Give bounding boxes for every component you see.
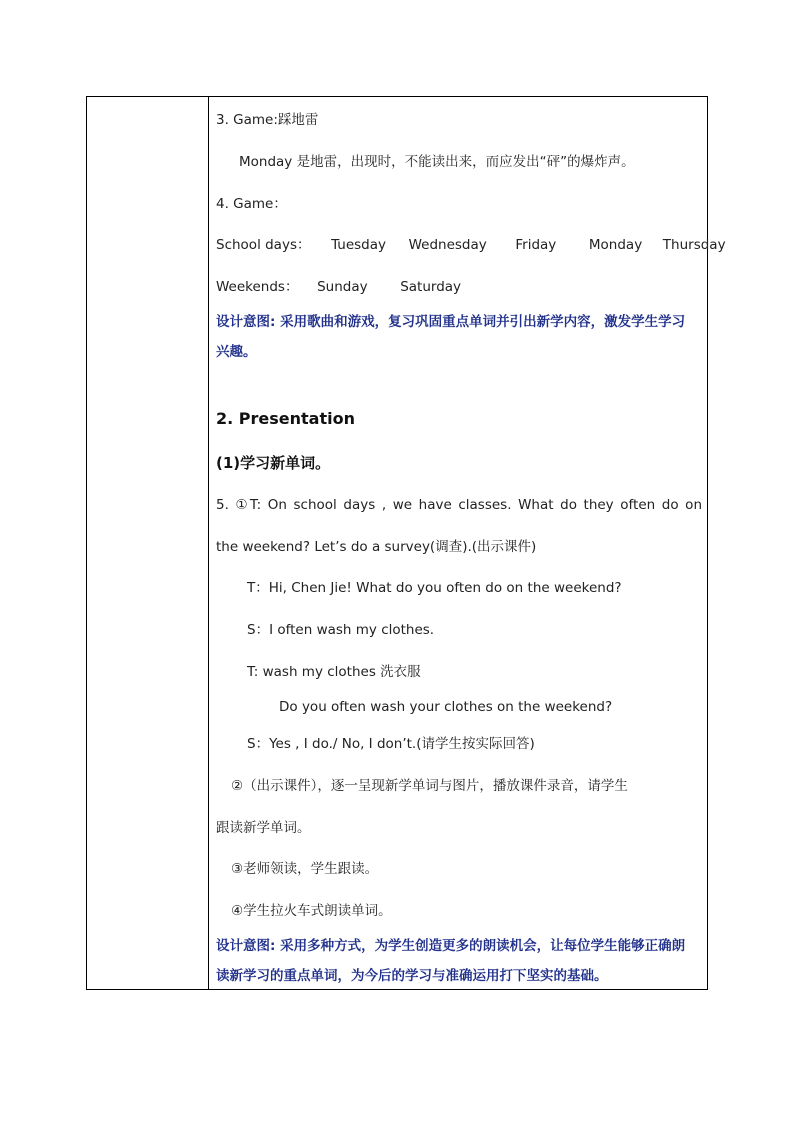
presentation-subheading: (1)学习新单词。	[216, 454, 331, 472]
school-days-row	[216, 236, 726, 254]
step2-line1: ②（出示课件），逐一呈现新学单词与图片，播放课件录音，请学生	[231, 778, 628, 794]
dialog-line: T：Hi, Chen Jie! What do you often do on the weekend?	[247, 580, 622, 596]
game4-title: 4. Game：	[216, 196, 287, 212]
dialog-line: T: wash my clothes 洗衣服	[247, 664, 421, 680]
school-day-word: Tuesday	[331, 237, 387, 253]
school-days-label: School days：	[216, 237, 311, 253]
weekends-row	[216, 278, 461, 296]
design-intent-2-line2: 读新学习的重点单词，为今后的学习与准确运用打下坚实的基础。	[216, 968, 608, 984]
step3: ③老师领读，学生跟读。	[231, 861, 379, 877]
dialog-line: Do you often wash your clothes on the weekend?	[279, 699, 613, 715]
lesson-plan-table	[86, 96, 726, 990]
design-intent-2-line1: 设计意图: 采用多种方式，为学生创造更多的朗读机会，让每位学生能够正确朗	[216, 938, 686, 954]
game3-title: 3. Game:踩地雷	[216, 112, 319, 128]
weekends-label: Weekends：	[216, 279, 299, 295]
design-intent-1-line2: 兴趣。	[216, 344, 257, 360]
school-day-word: Wednesday	[408, 237, 487, 253]
weekend-word: Sunday	[317, 279, 368, 295]
presentation-heading: 2. Presentation	[216, 409, 355, 428]
school-day-word: Monday	[588, 237, 643, 253]
school-day-word: Friday	[515, 237, 557, 253]
dialog-line: S：Yes , I do./ No, I don’t.(请学生按实际回答)	[247, 736, 535, 752]
weekend-word: Saturday	[400, 279, 462, 295]
step4: ④学生拉火车式朗读单词。	[231, 903, 392, 919]
game3-desc: Monday 是地雷，出现时，不能读出来，而应发出“砰”的爆炸声。	[239, 154, 635, 170]
design-intent-1-line1: 设计意图: 采用歌曲和游戏，复习巩固重点单词并引出新学内容，激发学生学习	[216, 314, 686, 330]
item5-line2: the weekend? Let’s do a survey(调查).(出示课件)	[216, 539, 537, 555]
dialog-line: S：I often wash my clothes.	[247, 622, 435, 638]
step2-line2: 跟读新学单词。	[216, 820, 311, 836]
school-day-word: Thursday	[662, 237, 726, 253]
item5-line1: 5. ①T: On school days , we have classes. What do they often do on	[216, 497, 702, 513]
column-divider	[208, 97, 209, 989]
